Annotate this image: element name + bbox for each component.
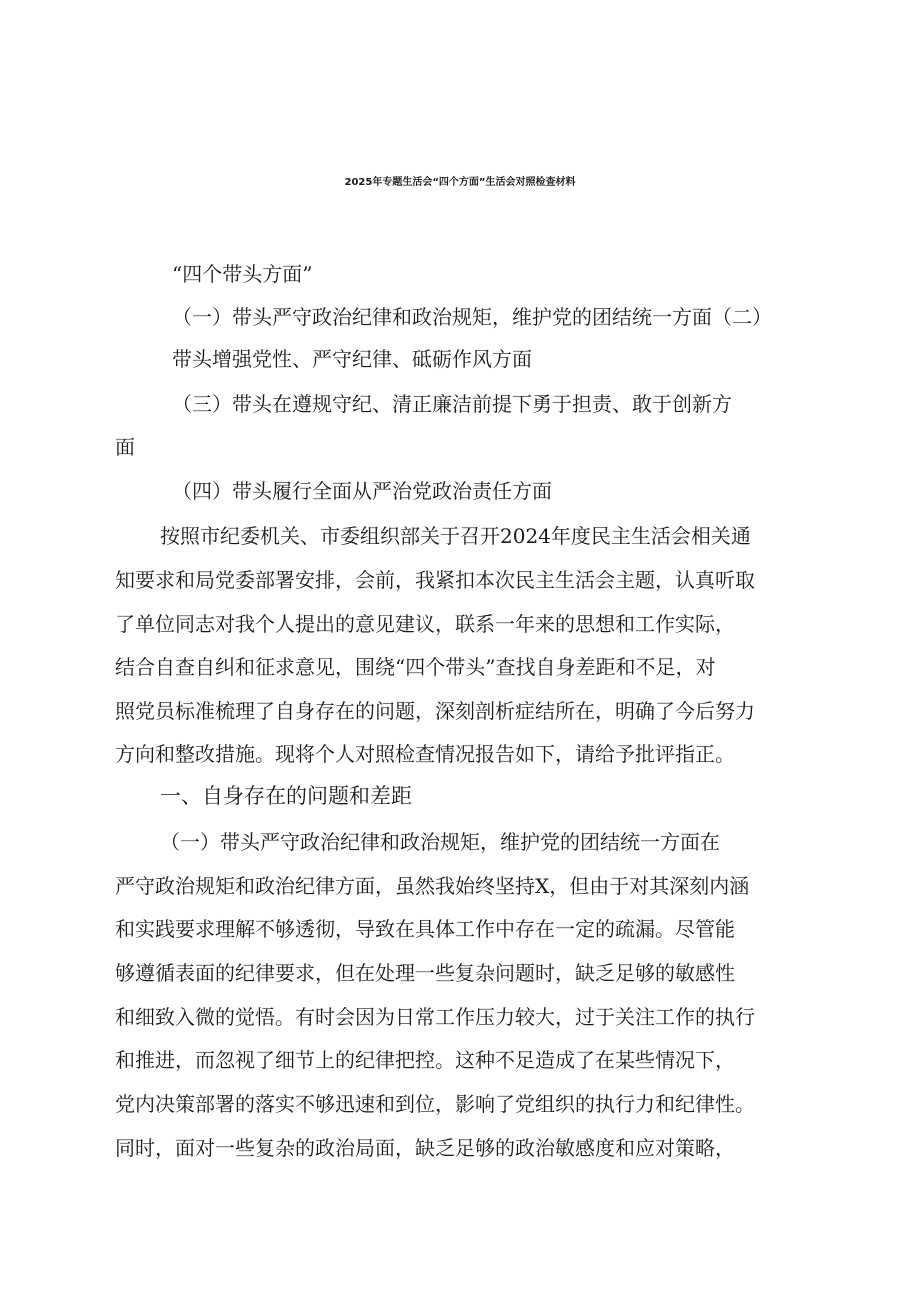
intro-item-1-continued: 带头增强党性、严守纪律、砥砺作风方面 [172, 347, 532, 371]
paragraph1-line: 了单位同志对我个人提出的意见建议，联系一年来的思想和工作实际， [115, 612, 735, 636]
paragraph2-line: 党内决策部署的落实不够迅速和到位，影响了党组织的执行力和纪律性。 [115, 1092, 755, 1116]
paragraph1-line: 方向和整改措施。现将个人对照检查情况报告如下，请给予批评指正。 [115, 742, 735, 766]
paragraph2-line: （一）带头严守政治纪律和政治规矩，维护党的团结统一方面在 [160, 830, 720, 854]
paragraph2-line: 和推进，而忽视了细节上的纪律把控。这种不足造成了在某些情况下， [115, 1048, 735, 1072]
intro-item-3-continued: 面 [115, 435, 135, 459]
intro-heading: “四个带头方面” [172, 262, 313, 286]
paragraph2-line: 够遵循表面的纪律要求，但在处理一些复杂问题时，缺乏足够的敏感性 [115, 961, 735, 985]
paragraph1-line: 按照市纪委机关、市委组织部关于召开2024年度民主生活会相关通 [160, 524, 751, 548]
paragraph2-line: 和细致入微的觉悟。有时会因为日常工作压力较大，过于关注工作的执行 [115, 1005, 755, 1029]
section-heading: 一、自身存在的问题和差距 [160, 784, 412, 808]
paragraph2-line: 同时，面对一些复杂的政治局面，缺乏足够的政治敏感度和应对策略， [115, 1136, 735, 1160]
paragraph1-line: 结合自查自纠和征求意见，围绕“四个带头”查找自身差距和不足，对 [115, 655, 716, 679]
paragraph2-line: 和实践要求理解不够透彻，导致在具体工作中存在一定的疏漏。尽管能 [115, 917, 735, 941]
paragraph1-line: 照党员标准梳理了自身存在的问题，深刻剖析症结所在，明确了今后努力 [115, 699, 755, 723]
intro-item-1: （一）带头严守政治纪律和政治规矩，维护党的团结统一方面（二） [172, 305, 772, 329]
intro-item-3: （三）带头在遵规守纪、清正廉洁前提下勇于担责、敢于创新方 [172, 392, 732, 416]
intro-item-4: （四）带头履行全面从严治党政治责任方面 [172, 479, 552, 503]
paragraph2-line: 严守政治规矩和政治纪律方面，虽然我始终坚持X，但由于对其深刻内涵 [115, 874, 750, 898]
document-title: 2025年专题生活会“四个方面”生活会对照检查材料 [344, 177, 576, 188]
paragraph1-line: 知要求和局党委部署安排，会前，我紧扣本次民主生活会主题，认真听取 [115, 568, 755, 592]
